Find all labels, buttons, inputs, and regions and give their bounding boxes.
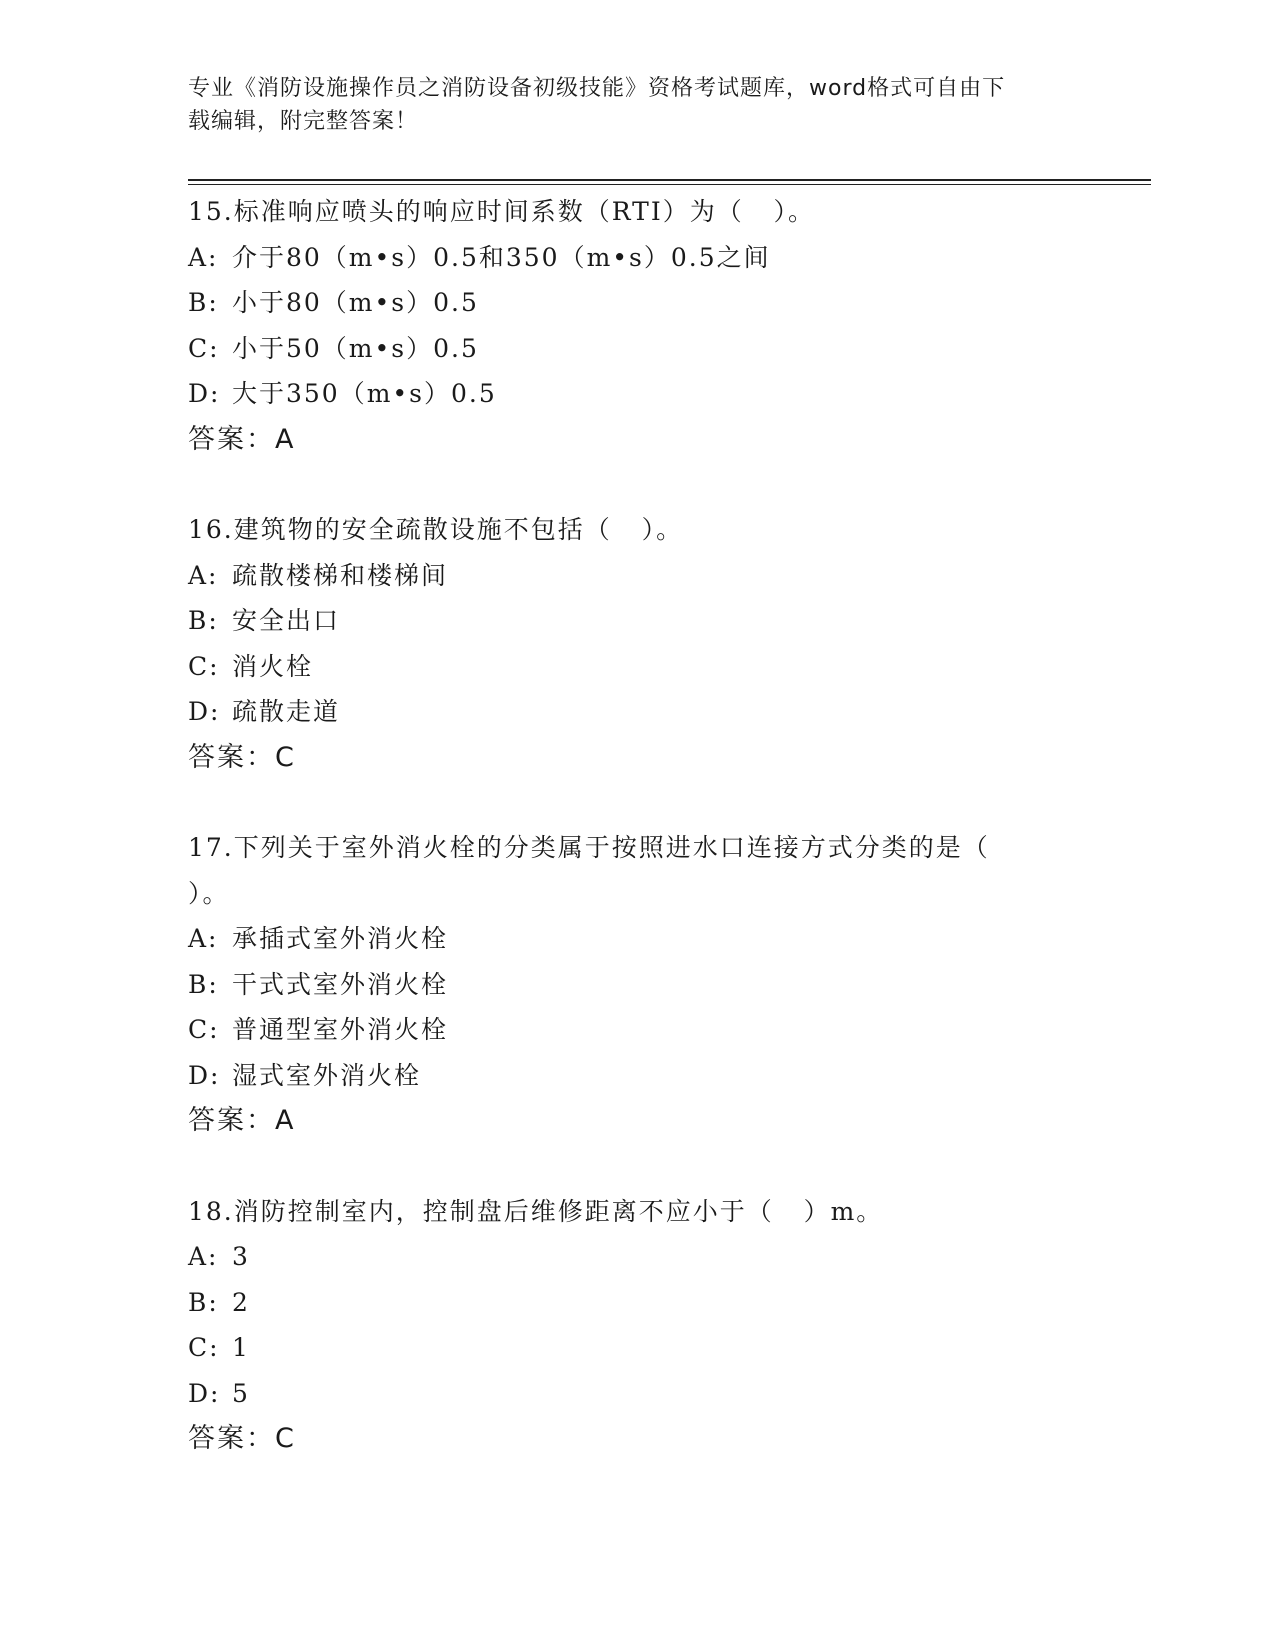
question-stem-continued: ）。 [188, 878, 230, 908]
option-letter: D: [188, 1378, 221, 1408]
answer-line: 答案：C [188, 741, 296, 773]
option-letter: A: [188, 924, 219, 953]
option-letter: C: [188, 1333, 220, 1362]
question-17 [188, 825, 1068, 1144]
option-letter: B: [188, 1287, 219, 1317]
option-b [188, 962, 1068, 1008]
question-18 [188, 1189, 1068, 1462]
option-d [188, 1371, 1068, 1417]
option-d [188, 371, 1068, 417]
option-letter: B: [188, 969, 219, 999]
option-text: 消火栓 [232, 651, 314, 681]
option-letter: A: [188, 242, 219, 272]
option-letter: C: [188, 651, 220, 681]
option-b [188, 598, 1068, 644]
option-letter: D: [188, 697, 221, 726]
question-16 [188, 507, 1068, 780]
option-b [188, 1280, 1068, 1326]
header-line-2: 载编辑，附完整答案！ [188, 109, 419, 134]
option-text: 5 [232, 1378, 250, 1408]
option-text: 湿式室外消火栓 [232, 1060, 422, 1090]
header-divider-thin [188, 184, 1151, 185]
option-c [188, 1007, 1068, 1053]
option-letter: C: [188, 1015, 220, 1044]
option-a [188, 1234, 1068, 1280]
option-text: 干式式室外消火栓 [232, 969, 449, 999]
option-text: 3 [232, 1242, 250, 1271]
option-a [188, 916, 1068, 962]
option-text: 介于80（m•s）0.5和350（m•s）0.5之间 [232, 242, 771, 272]
option-c [188, 1325, 1068, 1371]
option-text: 1 [232, 1333, 250, 1362]
option-c [188, 644, 1068, 690]
option-a [188, 553, 1068, 599]
option-letter: A: [188, 560, 219, 590]
option-d [188, 1053, 1068, 1099]
option-text: 小于50（m•s）0.5 [232, 333, 479, 363]
option-letter: A: [188, 1242, 219, 1271]
question-stem: 15.标准响应喷头的响应时间系数（RTI）为（ ）。 [188, 197, 816, 226]
answer-line: 答案：A [188, 423, 296, 455]
option-letter: D: [188, 1060, 221, 1090]
question-stem: 18.消防控制室内，控制盘后维修距离不应小于（ ）m。 [188, 1196, 884, 1226]
option-text: 承插式室外消火栓 [232, 924, 449, 953]
question-list [188, 189, 1068, 1507]
option-text: 大于350（m•s）0.5 [232, 379, 497, 408]
option-b [188, 280, 1068, 326]
option-letter: D: [188, 379, 221, 408]
option-letter: C: [188, 333, 220, 363]
option-letter: B: [188, 288, 219, 317]
answer-line: 答案：A [188, 1105, 296, 1136]
option-text: 安全出口 [232, 606, 341, 635]
option-text: 2 [232, 1287, 250, 1317]
option-text: 疏散楼梯和楼梯间 [232, 560, 449, 590]
option-text: 普通型室外消火栓 [232, 1015, 449, 1044]
option-text: 疏散走道 [232, 697, 341, 726]
answer-line: 答案：C [188, 1423, 296, 1454]
question-stem: 17.下列关于室外消火栓的分类属于按照进水口连接方式分类的是（ [188, 833, 990, 862]
header-line-1: 专业《消防设施操作员之消防设备初级技能》资格考试题库，word格式可自由下 [188, 76, 1006, 101]
document-header [188, 72, 1088, 138]
option-d [188, 689, 1068, 735]
option-a [188, 235, 1068, 281]
question-stem: 16.建筑物的安全疏散设施不包括（ ）。 [188, 515, 684, 544]
option-text: 小于80（m•s）0.5 [232, 288, 479, 317]
question-15 [188, 189, 1068, 462]
header-divider-thick [188, 179, 1151, 181]
option-c [188, 326, 1068, 372]
option-letter: B: [188, 606, 219, 635]
